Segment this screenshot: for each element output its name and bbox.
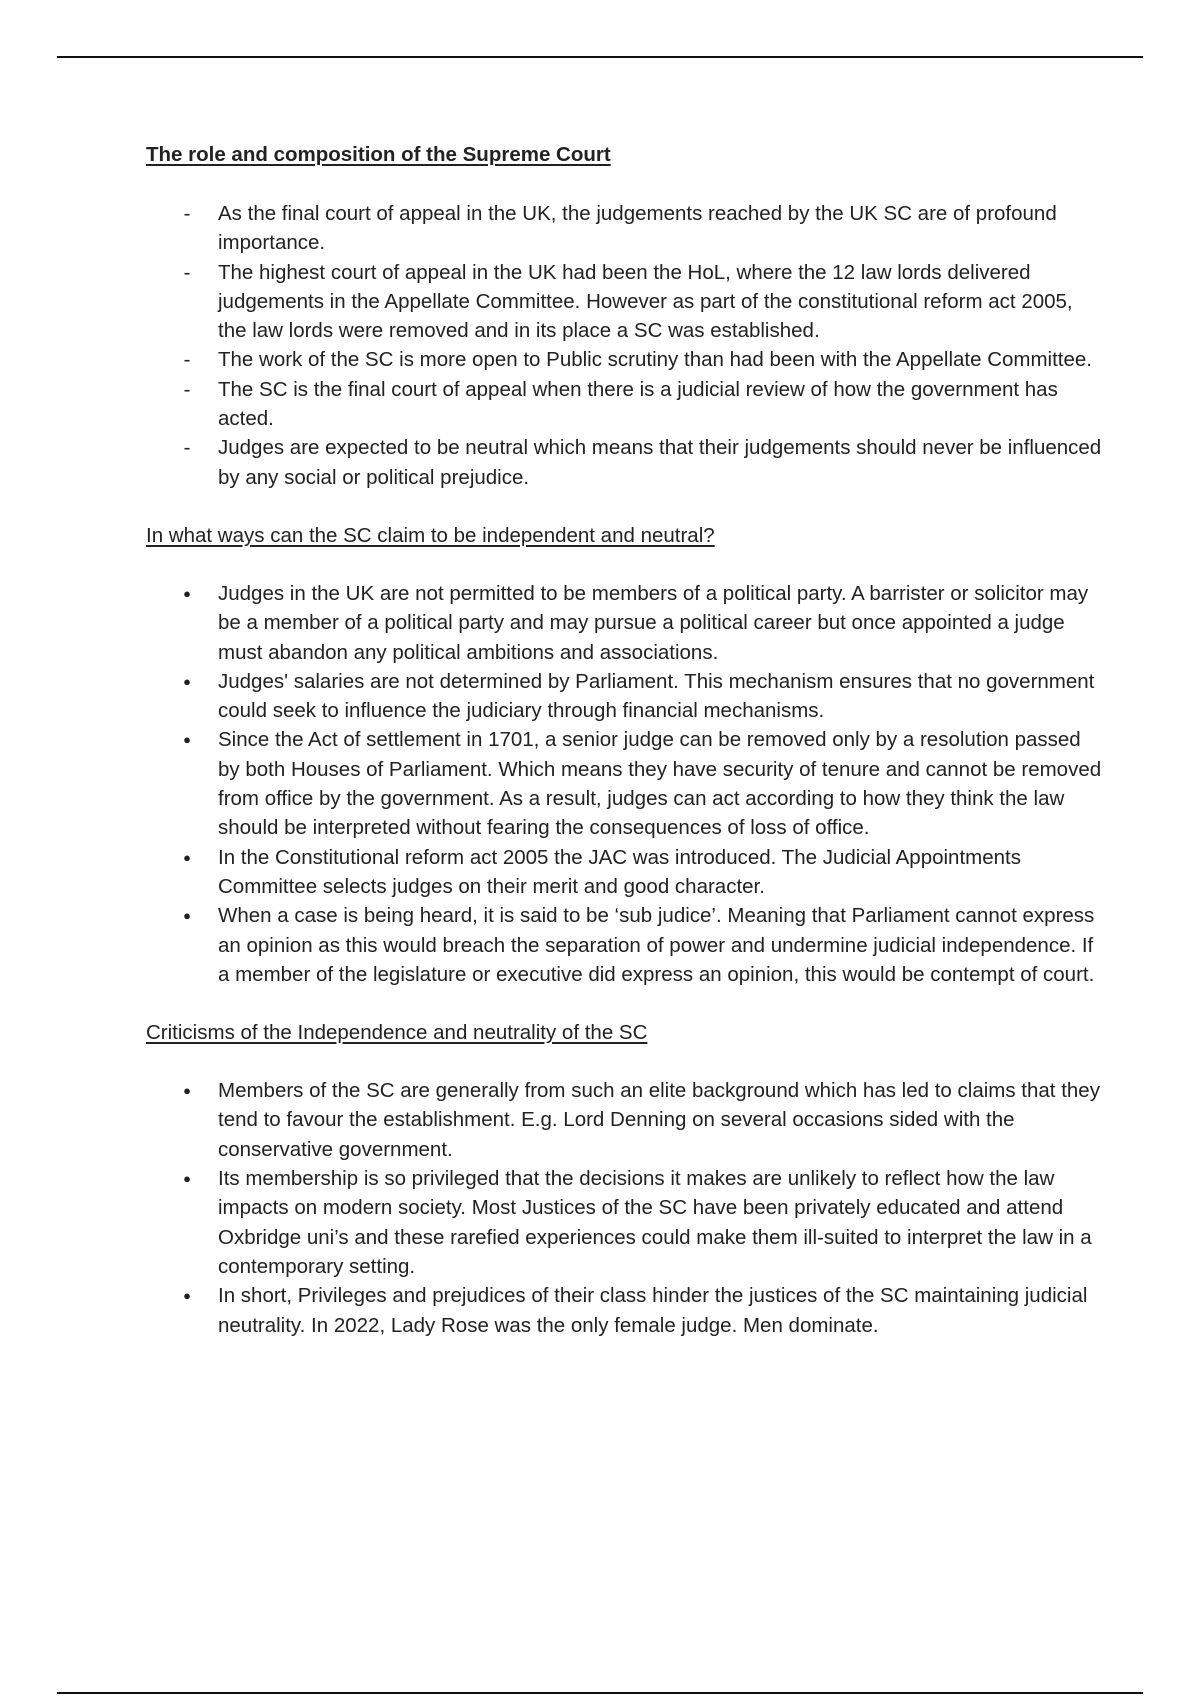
dash-bullet-icon	[180, 199, 194, 228]
bullet-dot-icon	[180, 725, 194, 756]
list-item	[146, 1281, 1106, 1340]
list-item-text: Since the Act of settlement in 1701, a senior judge can be removed only by a resolution passed by both Houses of Parliament. Which means they have security of tenure and cannot be removed from office by the government. As a result, judges can act according to how they think the law should be interpreted without fearing the consequences of loss of office.	[218, 728, 1102, 840]
independence-list	[146, 579, 1106, 989]
dash-bullet-icon	[180, 345, 194, 374]
list-item-text: In short, Privileges and prejudices of their class hinder the justices of the SC maintaining judicial neutrality. In 2022, Lady Rose was the only female judge. Men dominate.	[218, 1284, 1088, 1337]
bullet-dot-icon	[180, 1076, 194, 1107]
list-item-text: Its membership is so privileged that the decisions it makes are unlikely to reflect how the law impacts on modern society. Most Justices of the SC have been privately educated and attend Oxbridge uni’s and these rarefied experiences could make them ill-suited to interpret the law in a contemporary setting.	[218, 1167, 1092, 1278]
list-item-text: When a case is being heard, it is said to be ‘sub judice’. Meaning that Parliament cannot express an opinion as this would breach the separation of power and undermine judicial independence. If a member of the legislature or executive did express an opinion, this would be contempt of court.	[218, 904, 1095, 986]
dash-bullet-icon	[180, 433, 194, 462]
list-item-text: The SC is the final court of appeal when there is a judicial review of how the government has acted.	[218, 377, 1058, 431]
page-bottom-rule	[57, 1692, 1143, 1694]
list-item-text: The highest court of appeal in the UK had been the HoL, where the 12 law lords delivered judgements in the Appellate Committee. However as part of the constitutional reform act 2005, the law lords were removed and in its place a SC was established.	[218, 260, 1073, 343]
document-body	[146, 140, 1106, 1340]
list-item	[146, 345, 1106, 374]
list-item	[146, 1164, 1106, 1281]
dash-bullet-icon	[180, 258, 194, 287]
bullet-dot-icon	[180, 667, 194, 698]
section-heading-criticisms: Criticisms of the Independence and neutrality of the SC	[146, 1021, 648, 1045]
criticisms-list	[146, 1076, 1106, 1340]
bullet-dot-icon	[180, 1164, 194, 1195]
role-composition-list	[146, 199, 1106, 492]
list-item-text: Judges are expected to be neutral which means that their judgements should never be influenced by any social or political prejudice.	[218, 436, 1102, 489]
list-item	[146, 579, 1106, 667]
list-item	[146, 433, 1106, 492]
page-top-rule	[57, 56, 1143, 58]
bullet-dot-icon	[180, 901, 194, 932]
bullet-dot-icon	[180, 1281, 194, 1312]
section-heading-role-composition: The role and composition of the Supreme Court	[146, 143, 611, 166]
bullet-dot-icon	[180, 843, 194, 874]
list-item	[146, 725, 1106, 842]
list-item	[146, 199, 1106, 258]
list-item-text: Judges' salaries are not determined by Parliament. This mechanism ensures that no government could seek to influence the judiciary through financial mechanisms.	[218, 669, 1095, 723]
list-item	[146, 843, 1106, 902]
bullet-dot-icon	[180, 579, 194, 610]
list-item	[146, 375, 1106, 434]
list-item	[146, 258, 1106, 346]
list-item	[146, 901, 1106, 989]
list-item-text: Members of the SC are generally from such an elite background which has led to claims that they tend to favour the establishment. E.g. Lord Denning on several occasions sided with the conservative government.	[218, 1079, 1100, 1161]
list-item-text: The work of the SC is more open to Public scrutiny than had been with the Appellate Committee.	[218, 348, 1092, 372]
section-heading-independence: In what ways can the SC claim to be independent and neutral?	[146, 523, 715, 547]
list-item-text: As the final court of appeal in the UK, the judgements reached by the UK SC are of profound importance.	[218, 202, 1057, 255]
list-item-text: Judges in the UK are not permitted to be members of a political party. A barrister or solicitor may be a member of a political party and may pursue a political career but once appointed a judge must abandon any political ambitions and associations.	[218, 581, 1089, 664]
list-item	[146, 1076, 1106, 1164]
list-item	[146, 667, 1106, 726]
dash-bullet-icon	[180, 375, 194, 404]
list-item-text: In the Constitutional reform act 2005 the JAC was introduced. The Judicial Appointments Committee selects judges on their merit and good character.	[218, 845, 1021, 898]
